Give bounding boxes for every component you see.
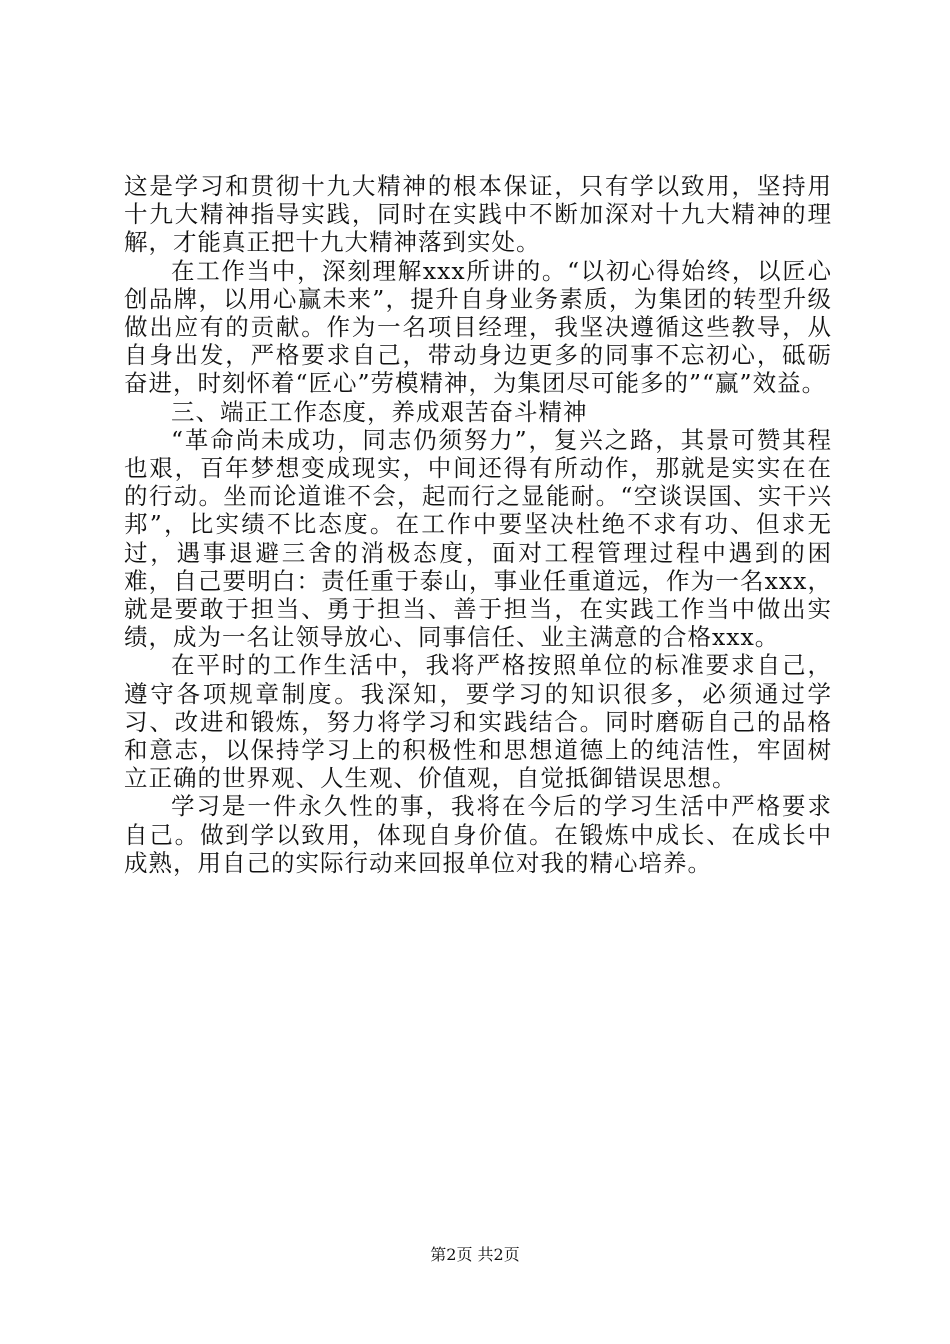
paragraph-continuation: 这是学习和贯彻十九大精神的根本保证，只有学以致用，坚持用十九大精神指导实践，同时在实践中不断加深对十九大精神的理解，才能真正把十九大精神落到实处。 [124,172,832,257]
document-body [124,172,832,877]
paragraph-revolution-quote: “革命尚未成功，同志仍须努力”，复兴之路，其景可赞其程也艰，百年梦想变成现实，中间还得有所动作，那就是实实在在的行动。坐而论道谁不会，起而行之显能耐。“空谈误国、实干兴邦”，比实绩不比态度。在工作中要坚决杜绝不求有功、但求无过，遇事退避三舍的消极态度，面对工程管理过程中遇到的困难，自己要明白：责任重于泰山，事业任重道远，作为一名xxx，就是要敢于担当、勇于担当、善于担当，在实践工作当中做出实绩，成为一名让领导放心、同事信任、业主满意的合格xxx。 [124,425,832,652]
section-heading-work-attitude: 三、端正工作态度，养成艰苦奋斗精神 [171,397,588,426]
paragraph-lifelong-learning: 学习是一件永久性的事，我将在今后的学习生活中严格要求自己。做到学以致用，体现自身价值。在锻炼中成长、在成长中成熟，用自己的实际行动来回报单位对我的精心培养。 [124,792,832,877]
paragraph-daily-work: 在平时的工作生活中，我将严格按照单位的标准要求自己，遵守各项规章制度。我深知，要学习的知识很多，必须通过学习、改进和锻炼，努力将学习和实践结合。同时磨砺自己的品格和意志，以保持学习上的积极性和思想道德上的纯洁性，牢固树立正确的世界观、人生观、价值观，自觉抵御错误思想。 [124,651,832,793]
page-number-footer: 第2页 共2页 [430,1245,520,1264]
paragraph-work-understanding: 在工作当中，深刻理解xxx所讲的。“以初心得始终，以匠心创品牌，以用心赢未来”，提升自身业务素质，为集团的转型升级做出应有的贡献。作为一名项目经理，我坚决遵循这些教导，从自身出发，严格要求自己，带动身边更多的同事不忘初心，砥砺奋进，时刻怀着“匠心”劳模精神，为集团尽可能多的”“赢”效益。 [124,256,832,398]
